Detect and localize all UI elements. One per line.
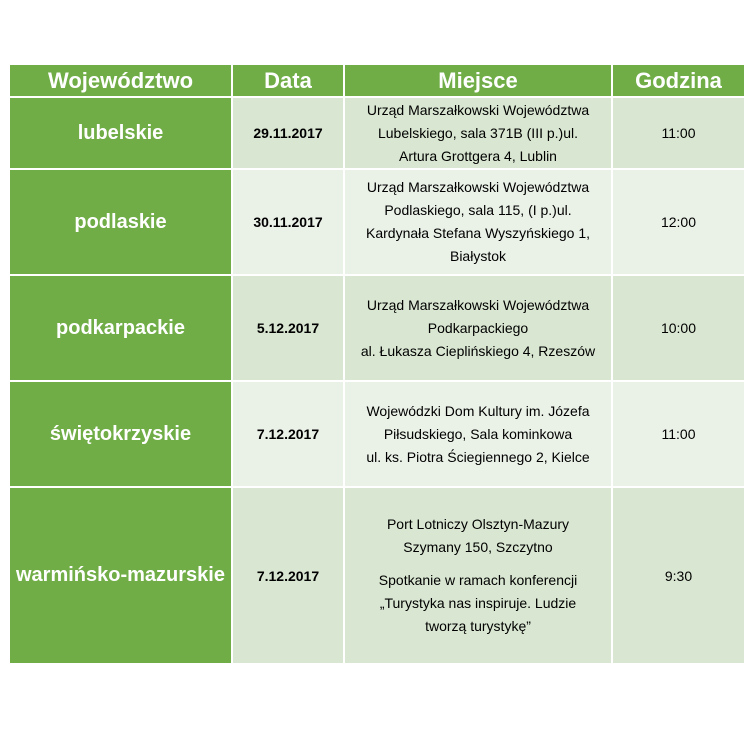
location-line: Kardynała Stefana Wyszyńskiego 1, (366, 225, 590, 241)
time-cell: 9:30 (612, 487, 745, 664)
schedule-table (8, 63, 746, 665)
time-cell: 11:00 (612, 381, 745, 487)
event-note-line: „Turystyka nas inspiruje. Ludzie (379, 595, 577, 611)
location-line: Podkarpackiego (427, 319, 529, 336)
voivodeship-cell: podlaskie (9, 169, 232, 275)
location-cell (344, 169, 612, 275)
location-cell (344, 97, 612, 169)
date-cell: 7.12.2017 (232, 381, 344, 487)
time-cell: 10:00 (612, 275, 745, 381)
location-line: Szymany 150, Szczytno (403, 539, 553, 555)
table-header-row (9, 64, 745, 97)
location-line: Port Lotniczy Olsztyn-Mazury (386, 516, 570, 532)
event-note-line: tworzą turystykę” (425, 618, 531, 634)
location-line: Urząd Marszałkowski Województwa (366, 179, 590, 195)
location-line: Urząd Marszałkowski Województwa (366, 296, 590, 313)
voivodeship-cell: podkarpackie (9, 275, 232, 381)
date-cell: 30.11.2017 (232, 169, 344, 275)
location-line: Urząd Marszałkowski Województwa (366, 101, 590, 118)
location-line: al. Łukasza Cieplińskiego 4, Rzeszów (360, 342, 596, 359)
table-row (9, 487, 745, 664)
voivodeship-cell: lubelskie (9, 97, 232, 169)
header-godzina: Godzina (612, 64, 745, 97)
location-line: Białystok (449, 248, 507, 264)
voivodeship-cell: świętokrzyskie (9, 381, 232, 487)
location-line: ul. ks. Piotra Ściegiennego 2, Kielce (366, 448, 590, 465)
paragraph-gap (345, 559, 611, 569)
location-line: Piłsudskiego, Sala kominkowa (383, 425, 573, 442)
location-line: Lubelskiego, sala 371B (III p.)ul. (377, 124, 578, 141)
location-line: Artura Grottgera 4, Lublin (399, 147, 557, 164)
location-line: Wojewódzki Dom Kultury im. Józefa (366, 402, 590, 419)
location-line: Podlaskiego, sala 115, (I p.)ul. (384, 202, 572, 218)
time-cell: 11:00 (612, 97, 745, 169)
header-miejsce: Miejsce (344, 64, 612, 97)
location-cell (344, 381, 612, 487)
table-row (9, 381, 745, 487)
date-cell: 5.12.2017 (232, 275, 344, 381)
header-data: Data (232, 64, 344, 97)
location-cell (344, 487, 612, 664)
event-note-line: Spotkanie w ramach konferencji (378, 572, 578, 588)
time-cell: 12:00 (612, 169, 745, 275)
voivodeship-cell: warmińsko-mazurskie (9, 487, 232, 664)
date-cell: 29.11.2017 (232, 97, 344, 169)
table-row (9, 169, 745, 275)
date-cell: 7.12.2017 (232, 487, 344, 664)
table-row (9, 97, 745, 169)
table-row (9, 275, 745, 381)
header-wojewodztwo: Województwo (9, 64, 232, 97)
location-cell (344, 275, 612, 381)
